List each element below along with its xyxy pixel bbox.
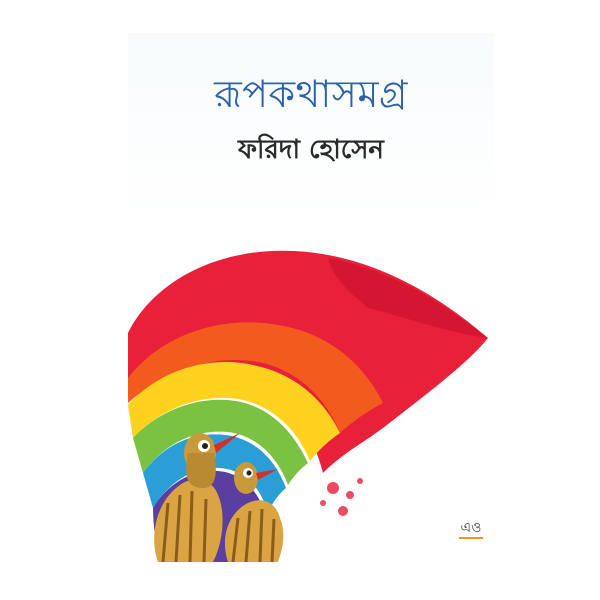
- book-title: রূপকথাসমগ্র: [214, 72, 408, 116]
- publisher-logo-icon: [455, 510, 487, 542]
- rainbow-illustration: [128, 33, 494, 562]
- book-author: ফরিদা হোসেন: [238, 135, 384, 165]
- publisher-logo: [455, 510, 487, 542]
- svg-text:এও: এও: [460, 520, 482, 536]
- red-spots: [320, 478, 363, 516]
- book-cover: [128, 33, 494, 562]
